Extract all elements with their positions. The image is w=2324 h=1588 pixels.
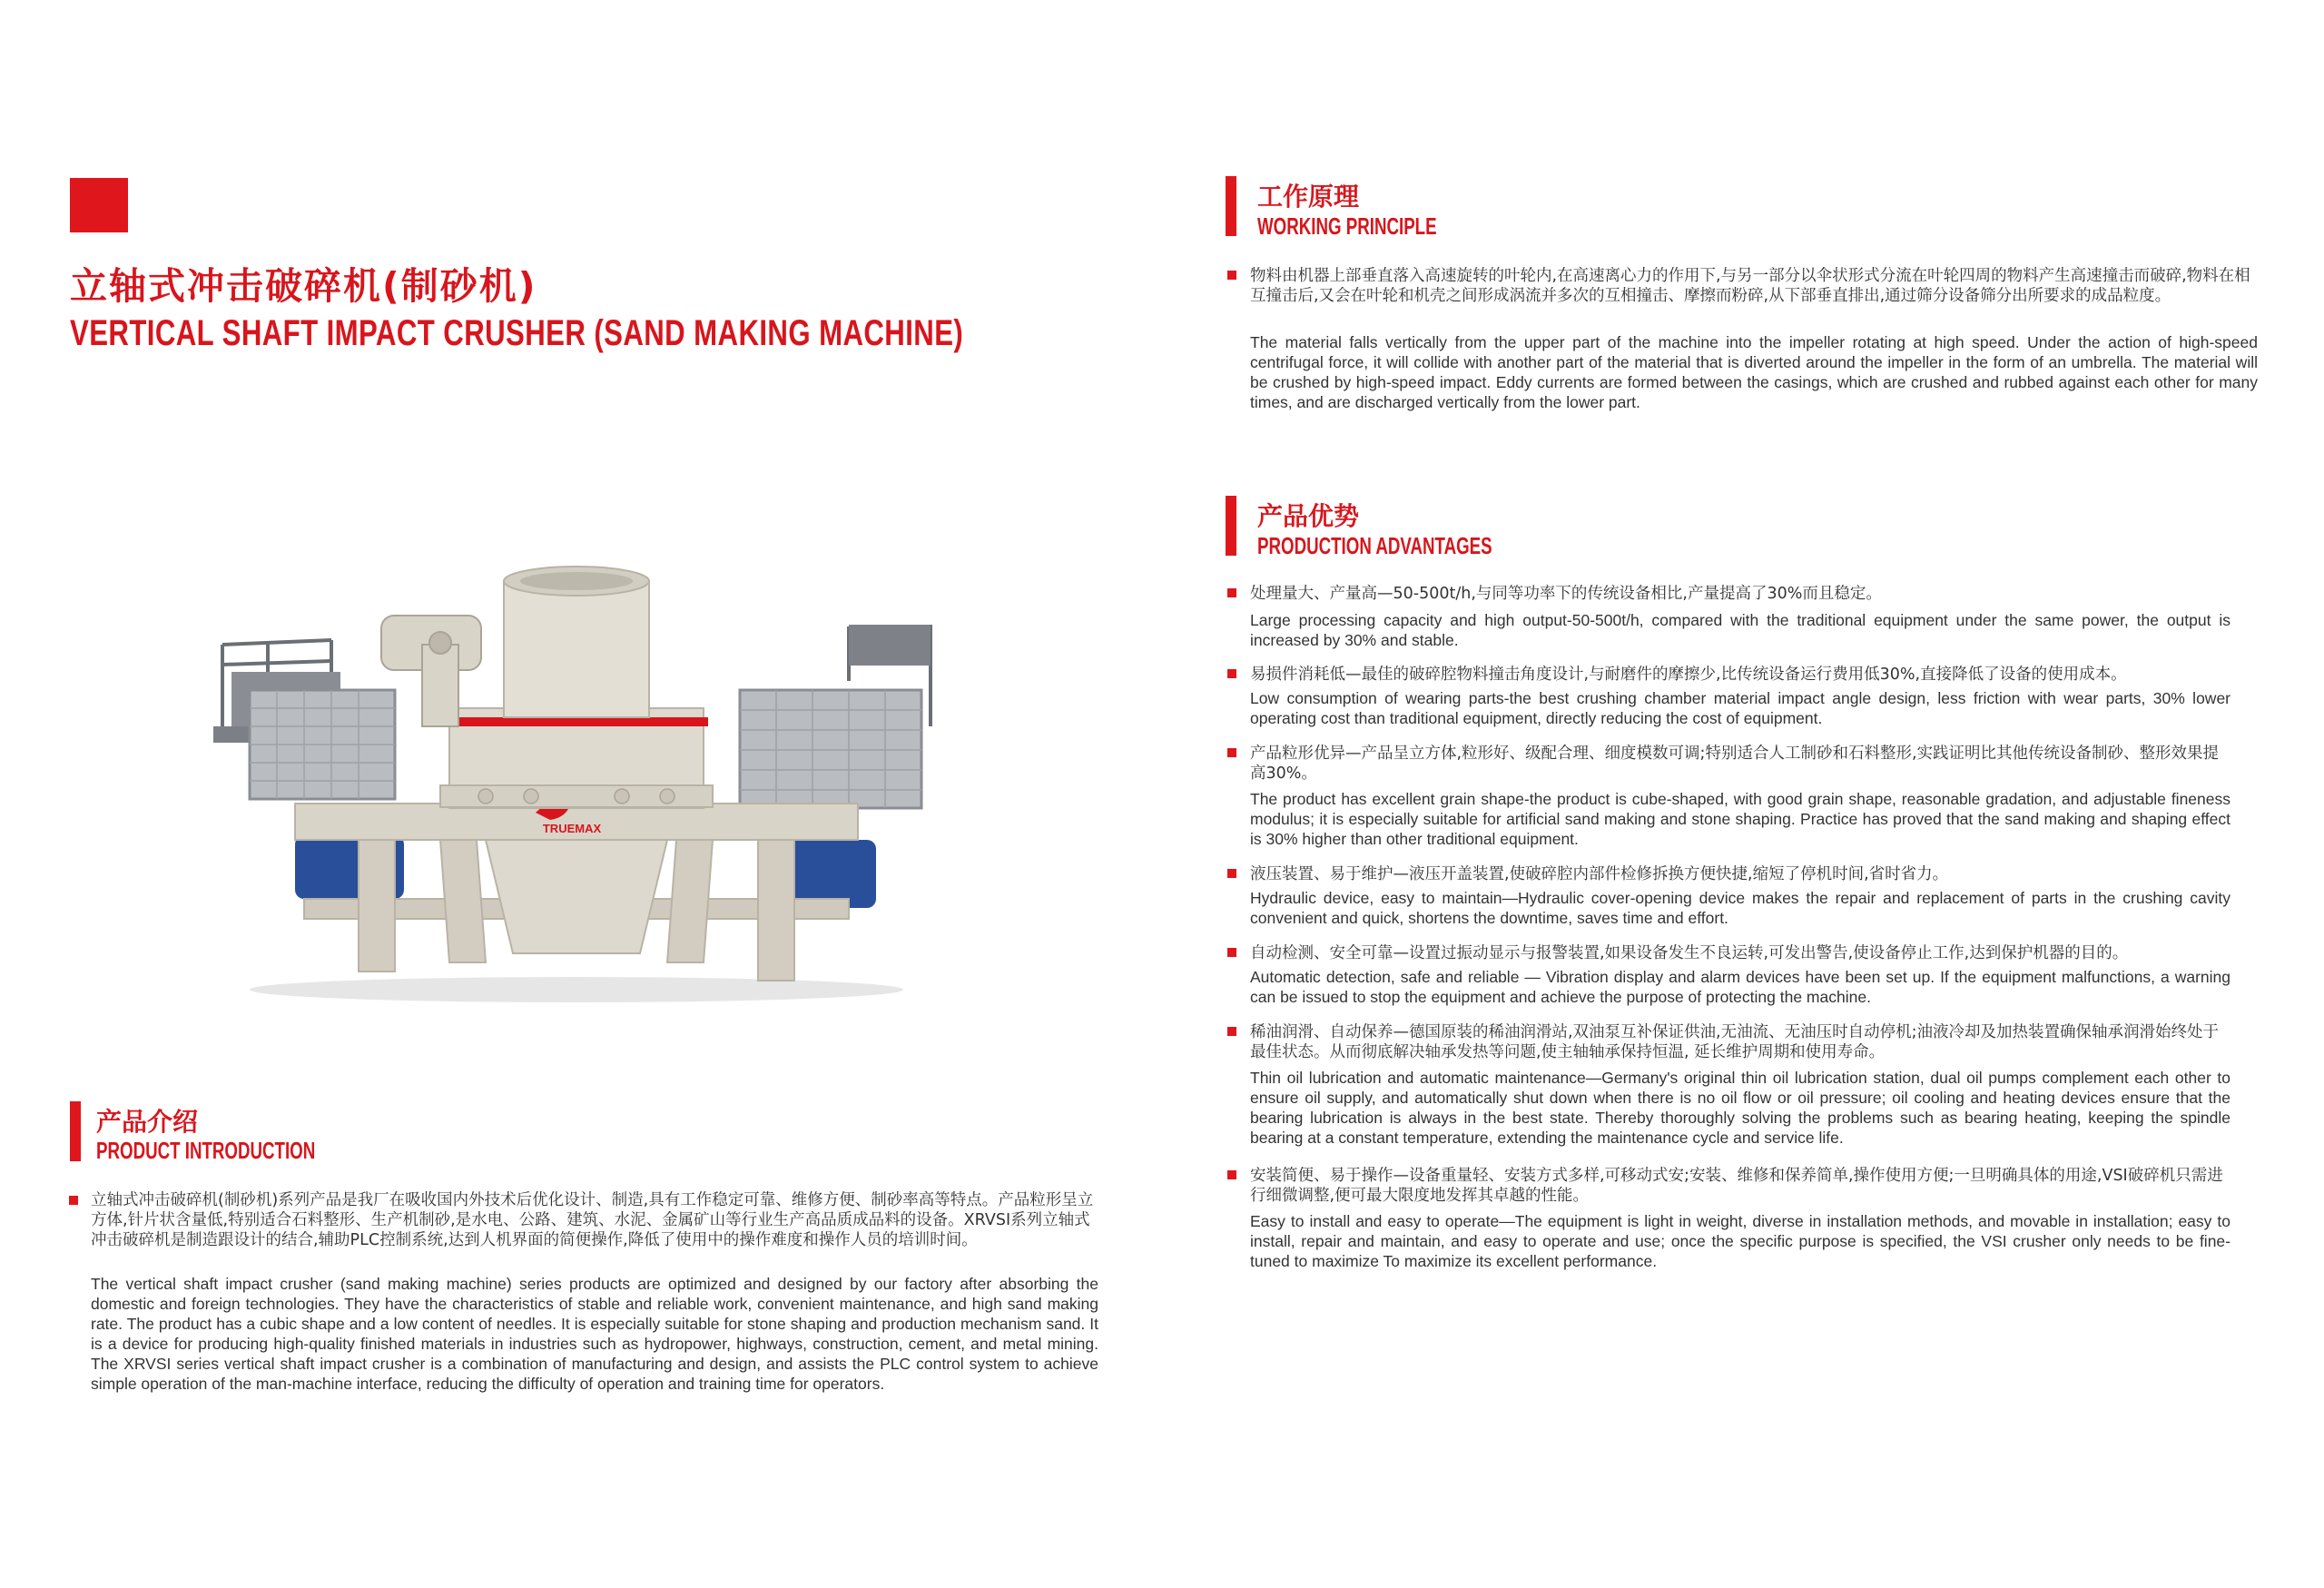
- advantages-heading-en: PRODUCTION ADVANTAGES: [1257, 532, 1492, 559]
- advantage-6-en: Thin oil lubrication and automatic maintenance—Germany's original thin oil lubrication station, dual oil pumps complement each other to ensure oil supply, and automatically shut down when there is no oil flow or oil pressure; oil cooling and heating devices ensure that the bearing lubrication is always in the best state. Thereby thoroughly solving the problems such as bearing heating, keeping the spindle bearing at a constant temperature, extending the maintenance cycle and service life.: [1250, 1069, 2230, 1147]
- advantage-2-cn: 易损件消耗低—最佳的破碎腔物料撞击角度设计,与耐磨件的摩擦少,比传统设备运行费用低30%,直接降低了设备的使用成本。: [1250, 666, 2127, 684]
- advantage-bullet: [1227, 948, 1236, 957]
- advantage-4-en: Hydraulic device, easy to maintain—Hydraulic cover-opening device makes the repair and replacement of parts in the crushing cavity convenient and quick, shortens the downtime, saves time and effort.: [1250, 889, 2230, 927]
- principle-text-cn: 物料由机器上部垂直落入高速旋转的叶轮内,在高速离心力的作用下,与另一部分以伞状形式分流在叶轮四周的物料产生高速撞击而破碎,物料在相互撞击后,又会在叶轮和机壳之间形成涡流并多次的互相撞击、摩擦而粉碎,从下部垂直排出,通过筛分设备筛分出所要求的成品粒度。: [1250, 267, 2250, 305]
- advantages-heading-cn: 产品优势: [1257, 501, 1360, 531]
- advantages-heading-bar: [1226, 496, 1236, 556]
- intro-heading-en: PRODUCT INTRODUCTION: [96, 1137, 316, 1164]
- advantage-bullet: [1227, 869, 1236, 878]
- advantage-bullet: [1227, 588, 1236, 597]
- advantage-6-cn: 稀油润滑、自动保养—德国原装的稀油润滑站,双油泵互补保证供油,无油流、无油压时自动停机;油液冷却及加热装置确保轴承润滑始终处于最佳状态。从而彻底解决轴承发热等问题,使主轴轴承保持恒温, 延长维护周期和使用寿命。: [1250, 1023, 2220, 1061]
- principle-heading-bar: [1226, 176, 1236, 236]
- advantage-1-cn: 处理量大、产量高—50-500t/h,与同等功率下的传统设备相比,产量提高了30%而且稳定。: [1250, 585, 1882, 603]
- advantage-bullet: [1227, 669, 1236, 678]
- advantage-3-en: The product has excellent grain shape-the product is cube-shaped, with good grain shape, reasonable gradation, and adjustable fineness modulus; it is especially suitable for artificial sand making and stone shaping. Practice has proved that the sand making and shaping effect is 30% higher than other traditional equipment.: [1250, 790, 2230, 848]
- brand-logo-text: TRUEMAX: [542, 822, 602, 835]
- advantage-7-cn: 安装简便、易于操作—设备重量轻、安装方式多样,可移动式安;安装、维修和保养简单,操作使用方便;一旦明确具体的用途,VSI破碎机只需进行细微调整,便可最大限度地发挥其卓越的性能。: [1250, 1167, 2223, 1205]
- intro-heading-cn: 产品介绍: [96, 1107, 199, 1137]
- advantage-3-cn: 产品粒形优异—产品呈立方体,粒形好、级配合理、细度模数可调;特别适合人工制砂和石料整形,实践证明比其他传统设备制砂、整形效果提高30%。: [1250, 745, 2220, 783]
- advantage-bullet: [1227, 1170, 1236, 1179]
- advantage-bullet: [1227, 1027, 1236, 1036]
- advantage-1-en: Large processing capacity and high output-50-500t/h, compared with the traditional equipment under the same power, the output is increased by 30% and stable.: [1250, 611, 2230, 649]
- advantage-7-en: Easy to install and easy to operate—The equipment is light in weight, diverse in installation methods, and movable in installation; easy to install, repair and maintain, and easy to operate and use; once the specific purpose is specified, the VSI crusher only needs to be fine-tuned to maximize To maximize its excellent performance.: [1250, 1212, 2230, 1270]
- intro-text-cn: 立轴式冲击破碎机(制砂机)系列产品是我厂在吸收国内外技术后优化设计、制造,具有工作稳定可靠、维修方便、制砂率高等特点。产品粒形呈立方体,针片状含量低,特别适合石料整形、生产机制砂,是水电、公路、建筑、水泥、金属矿山等行业生产高品质成品料的设备。XRVSI系列立轴式冲击破碎机是制造跟设计的结合,辅助PLC控制系统,达到人机界面的简便操作,降低了使用中的操作难度和操作人员的培训时间。: [91, 1191, 1094, 1249]
- principle-bullet: [1227, 271, 1236, 280]
- title-red-square: [70, 178, 128, 232]
- page-title-en: VERTICAL SHAFT IMPACT CRUSHER (SAND MAKING MACHINE): [70, 313, 964, 353]
- advantage-5-en: Automatic detection, safe and reliable — Vibration display and alarm devices have been set up. If the equipment malfunctions, a warning can be issued to stop the equipment and achieve the purpose of protecting the machine.: [1250, 968, 2230, 1006]
- advantage-5-cn: 自动检测、安全可靠—设置过振动显示与报警装置,如果设备发生不良运转,可发出警告,使设备停止工作,达到保护机器的目的。: [1250, 944, 2129, 962]
- intro-text-en: The vertical shaft impact crusher (sand making machine) series products are optimized and designed by our factory after absorbing the domestic and foreign technologies. They have the characteristics of stable and reliable work, convenient maintenance, and high sand making rate. The product has a cubic shape and a low content of needles. It is especially suitable for stone shaping and production mechanism sand. It is a device for producing high-quality finished materials in industries such as hydropower, highways, construction, cement, and metal mining. The XRVSI series vertical shaft impact crusher is a combination of manufacturing and design, and assists the PLC control system to achieve simple operation of the man-machine interface, reducing the difficulty of operation and training time for operators.: [91, 1275, 1098, 1393]
- principle-text-en: The material falls vertically from the upper part of the machine into the impeller rotating at high speed. Under the action of high-speed centrifugal force, it will collide with another part of the material that is diverted around the impeller in the form of an umbrella. The material will be crushed by high-speed impact. Eddy currents are formed between the casings, which are crushed and rubbed against each other for many times, and are discharged vertically from the lower part.: [1250, 333, 2258, 411]
- intro-heading-bar: [70, 1101, 81, 1161]
- advantage-bullet: [1227, 748, 1236, 757]
- advantage-2-en: Low consumption of wearing parts-the best crushing chamber material impact angle design, less friction with wear parts, 30% lower operating cost than traditional equipment, directly reducing the cost of equipment.: [1250, 689, 2230, 727]
- principle-heading-cn: 工作原理: [1257, 182, 1360, 212]
- page-title-cn: 立轴式冲击破碎机(制砂机): [70, 264, 537, 308]
- intro-bullet: [69, 1196, 78, 1205]
- vsi-crusher-image: [213, 536, 940, 1008]
- advantage-4-cn: 液压装置、易于维护—液压开盖装置,使破碎腔内部件检修拆换方便快捷,缩短了停机时间,省时省力。: [1250, 865, 1949, 883]
- principle-heading-en: WORKING PRINCIPLE: [1257, 212, 1437, 240]
